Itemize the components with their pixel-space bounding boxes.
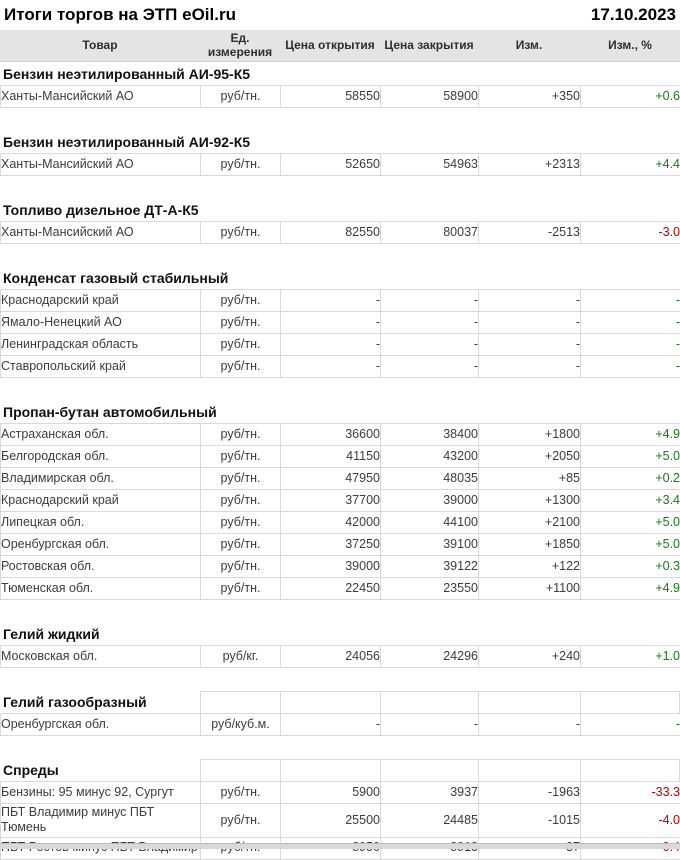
table-row: [1, 490, 680, 512]
open-price-cell: -: [281, 290, 381, 312]
open-price-cell: 22450: [281, 578, 381, 600]
open-price-cell: -: [281, 312, 381, 334]
section-table: [0, 423, 680, 600]
change-cell: +1850: [479, 534, 581, 556]
product-cell: Краснодарский край: [1, 490, 201, 512]
change-pct-cell: -: [581, 356, 680, 378]
empty-cell: [280, 691, 380, 713]
table-row: [1, 86, 680, 108]
section-title: Гелий газообразный: [0, 691, 200, 713]
change-cell: +1100: [479, 578, 581, 600]
product-cell: Бензины: 95 минус 92, Сургут: [1, 782, 201, 804]
product-cell: Краснодарский край: [1, 290, 201, 312]
change-pct-cell: +4.9: [581, 578, 680, 600]
table-row: [1, 556, 680, 578]
table-row: [1, 646, 680, 668]
empty-cell: [580, 759, 680, 781]
open-price-cell: 47950: [281, 468, 381, 490]
section-title: Конденсат газовый стабильный: [0, 267, 680, 289]
product-cell: Ленинградская область: [1, 334, 201, 356]
change-pct-cell: +0.3: [581, 556, 680, 578]
product-cell: Оренбургская обл.: [1, 714, 201, 736]
close-price-cell: 3937: [381, 782, 479, 804]
close-price-cell: 38400: [381, 424, 479, 446]
change-cell: -: [479, 356, 581, 378]
section-table: [0, 289, 680, 378]
open-price-cell: 41150: [281, 446, 381, 468]
change-cell: +122: [479, 556, 581, 578]
open-price-cell: 25500: [281, 804, 381, 838]
section: [0, 131, 680, 176]
change-cell: -: [479, 312, 581, 334]
unit-cell: руб/кг.: [201, 646, 281, 668]
unit-cell: руб/тн.: [201, 578, 281, 600]
table-row: [1, 782, 680, 804]
section-table: [0, 221, 680, 244]
empty-cell: [580, 691, 680, 713]
unit-cell: руб/тн.: [201, 222, 281, 244]
close-price-cell: 39100: [381, 534, 479, 556]
change-cell: +1300: [479, 490, 581, 512]
open-price-cell: 5900: [281, 782, 381, 804]
unit-cell: руб/тн.: [201, 512, 281, 534]
section: [0, 267, 680, 378]
change-pct-cell: +5.0: [581, 512, 680, 534]
open-price-cell: 52650: [281, 154, 381, 176]
open-price-cell: 39000: [281, 556, 381, 578]
section: [0, 199, 680, 244]
unit-cell: руб/тн.: [201, 468, 281, 490]
change-cell: +240: [479, 646, 581, 668]
table-row: [1, 714, 680, 736]
open-price-cell: 36600: [281, 424, 381, 446]
open-price-cell: 58550: [281, 86, 381, 108]
unit-cell: руб/тн.: [201, 312, 281, 334]
change-pct-cell: -: [581, 714, 680, 736]
product-cell: ПБТ Владимир минус ПБТ Тюмень: [1, 804, 201, 838]
unit-cell: руб/тн.: [201, 782, 281, 804]
section-title: Пропан-бутан автомобильный: [0, 401, 680, 423]
close-price-cell: -: [381, 356, 479, 378]
change-cell: +350: [479, 86, 581, 108]
change-cell: +2313: [479, 154, 581, 176]
open-price-cell: -: [281, 334, 381, 356]
sections: [0, 63, 680, 860]
change-cell: +85: [479, 468, 581, 490]
change-pct-cell: +3.4: [581, 490, 680, 512]
close-price-cell: -: [381, 290, 479, 312]
table-row: [1, 468, 680, 490]
table-row: [1, 154, 680, 176]
change-cell: +1800: [479, 424, 581, 446]
unit-cell: руб/тн.: [201, 154, 281, 176]
section-title: Спреды: [0, 759, 200, 781]
open-price-cell: 37250: [281, 534, 381, 556]
section-table: [0, 645, 680, 668]
table-row: [1, 512, 680, 534]
section-title: Бензин неэтилированный АИ-92-К5: [0, 131, 680, 153]
unit-cell: руб/тн.: [201, 534, 281, 556]
change-pct-cell: +1.0: [581, 646, 680, 668]
open-price-cell: 42000: [281, 512, 381, 534]
column-header-change-pct: Изм., %: [580, 39, 680, 53]
product-cell: Белгородская обл.: [1, 446, 201, 468]
unit-cell: руб/тн.: [201, 804, 281, 838]
change-cell: -2513: [479, 222, 581, 244]
change-cell: +2100: [479, 512, 581, 534]
unit-cell: руб/куб.м.: [201, 714, 281, 736]
section: [0, 691, 680, 736]
open-price-cell: 82550: [281, 222, 381, 244]
close-price-cell: 39000: [381, 490, 479, 512]
empty-cell: [280, 759, 380, 781]
close-price-cell: -: [381, 334, 479, 356]
close-price-cell: 54963: [381, 154, 479, 176]
change-cell: -: [479, 714, 581, 736]
unit-cell: руб/тн.: [201, 556, 281, 578]
product-cell: Ханты-Мансийский АО: [1, 86, 201, 108]
table-row: [1, 334, 680, 356]
section-header-row: [0, 691, 680, 713]
change-pct-cell: +0.2: [581, 468, 680, 490]
close-price-cell: 24296: [381, 646, 479, 668]
unit-cell: руб/тн.: [201, 424, 281, 446]
close-price-cell: 39122: [381, 556, 479, 578]
product-cell: Липецкая обл.: [1, 512, 201, 534]
empty-cell: [478, 759, 580, 781]
table-row: [1, 290, 680, 312]
open-price-cell: 37700: [281, 490, 381, 512]
close-price-cell: 58900: [381, 86, 479, 108]
change-pct-cell: -3.0: [581, 222, 680, 244]
section-table: [0, 153, 680, 176]
section: [0, 63, 680, 108]
product-cell: Оренбургская обл.: [1, 534, 201, 556]
empty-cell: [200, 759, 280, 781]
change-cell: -1963: [479, 782, 581, 804]
product-cell: Ханты-Мансийский АО: [1, 154, 201, 176]
table-row: [1, 804, 680, 838]
table-row: [1, 534, 680, 556]
empty-cell: [200, 691, 280, 713]
product-cell: Ставропольский край: [1, 356, 201, 378]
unit-cell: руб/тн.: [201, 290, 281, 312]
title-bar: [0, 0, 680, 30]
column-header-change: Изм.: [478, 39, 580, 53]
unit-cell: руб/тн.: [201, 86, 281, 108]
product-cell: Ростовская обл.: [1, 556, 201, 578]
table-row: [1, 222, 680, 244]
unit-cell: руб/тн.: [201, 356, 281, 378]
section: [0, 401, 680, 600]
change-pct-cell: +5.0: [581, 446, 680, 468]
close-price-cell: -: [381, 312, 479, 334]
table-row: [1, 446, 680, 468]
change-pct-cell: +4.4: [581, 154, 680, 176]
section-title: Бензин неэтилированный АИ-95-К5: [0, 63, 680, 85]
section-table: [0, 85, 680, 108]
close-price-cell: 48035: [381, 468, 479, 490]
change-cell: -1015: [479, 804, 581, 838]
close-price-cell: -: [381, 714, 479, 736]
section: [0, 623, 680, 668]
change-pct-cell: +0.6: [581, 86, 680, 108]
column-header-open-price: Цена открытия: [280, 39, 380, 53]
column-header-product: Товар: [0, 39, 200, 53]
report-title: Итоги торгов на ЭТП eOil.ru: [4, 5, 236, 25]
column-header-unit: Ед. измерения: [200, 32, 280, 60]
product-cell: Ханты-Мансийский АО: [1, 222, 201, 244]
bottom-strip: [0, 843, 680, 849]
column-header-close-price: Цена закрытия: [380, 39, 478, 53]
change-pct-cell: -: [581, 334, 680, 356]
report-date: 17.10.2023: [591, 5, 676, 25]
change-cell: +2050: [479, 446, 581, 468]
close-price-cell: 43200: [381, 446, 479, 468]
change-pct-cell: -: [581, 290, 680, 312]
table-row: [1, 578, 680, 600]
section-table: [0, 713, 680, 736]
open-price-cell: -: [281, 356, 381, 378]
unit-cell: руб/тн.: [201, 446, 281, 468]
table-row: [1, 356, 680, 378]
empty-cell: [478, 691, 580, 713]
change-pct-cell: +5.0: [581, 534, 680, 556]
open-price-cell: 24056: [281, 646, 381, 668]
close-price-cell: 80037: [381, 222, 479, 244]
column-header-row: [0, 30, 680, 62]
change-pct-cell: -4.0: [581, 804, 680, 838]
table-row: [1, 424, 680, 446]
empty-cell: [380, 691, 478, 713]
change-pct-cell: -33.3: [581, 782, 680, 804]
unit-cell: руб/тн.: [201, 334, 281, 356]
change-cell: -: [479, 334, 581, 356]
change-pct-cell: -: [581, 312, 680, 334]
open-price-cell: -: [281, 714, 381, 736]
change-pct-cell: +4.9: [581, 424, 680, 446]
close-price-cell: 44100: [381, 512, 479, 534]
product-cell: Тюменская обл.: [1, 578, 201, 600]
close-price-cell: 23550: [381, 578, 479, 600]
empty-cell: [380, 759, 478, 781]
section-header-row: [0, 759, 680, 781]
product-cell: Ямало-Ненецкий АО: [1, 312, 201, 334]
unit-cell: руб/тн.: [201, 490, 281, 512]
table-row: [1, 312, 680, 334]
change-cell: -: [479, 290, 581, 312]
section-title: Гелий жидкий: [0, 623, 680, 645]
product-cell: Московская обл.: [1, 646, 201, 668]
product-cell: Владимирская обл.: [1, 468, 201, 490]
close-price-cell: 24485: [381, 804, 479, 838]
section-title: Топливо дизельное ДТ-А-К5: [0, 199, 680, 221]
product-cell: Астраханская обл.: [1, 424, 201, 446]
